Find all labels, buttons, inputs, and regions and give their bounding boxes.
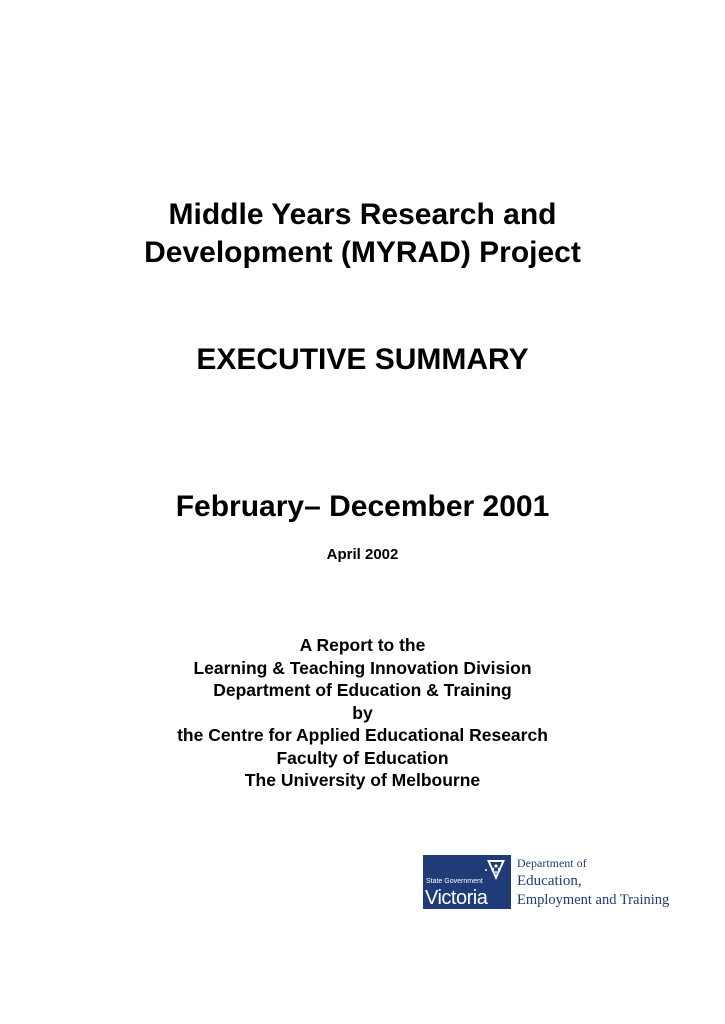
report-line: Department of Education & Training [213,680,512,700]
department-of-label: Department of [517,856,587,870]
report-line: Learning & Teaching Innovation Division [193,657,532,678]
report-line: the Centre for Applied Educational Research [177,725,548,745]
victoria-logo-box [423,855,511,909]
report-attribution [0,634,725,792]
executive-summary-heading: EXECUTIVE SUMMARY [196,343,529,376]
report-line: The University of Melbourne [244,770,481,790]
reporting-period: February– December 2001 [175,490,550,523]
report-line: A Report to the [299,635,426,655]
department-employment-training-label: Employment and Training [517,892,670,908]
state-government-label: State Government [426,878,483,885]
title-line-2: Development (MYRAD) Project [144,236,581,269]
victoria-government-logo [423,855,683,913]
title-line-1: Middle Years Research and [168,198,557,231]
report-line: by [352,702,373,723]
publication-date: April 2002 [326,546,399,563]
report-line: Faculty of Education [276,747,449,768]
southern-cross-stars-icon [483,858,509,884]
document-title [0,196,725,272]
victoria-wordmark: Victoria [425,887,488,909]
department-education-label: Education, [517,873,582,889]
